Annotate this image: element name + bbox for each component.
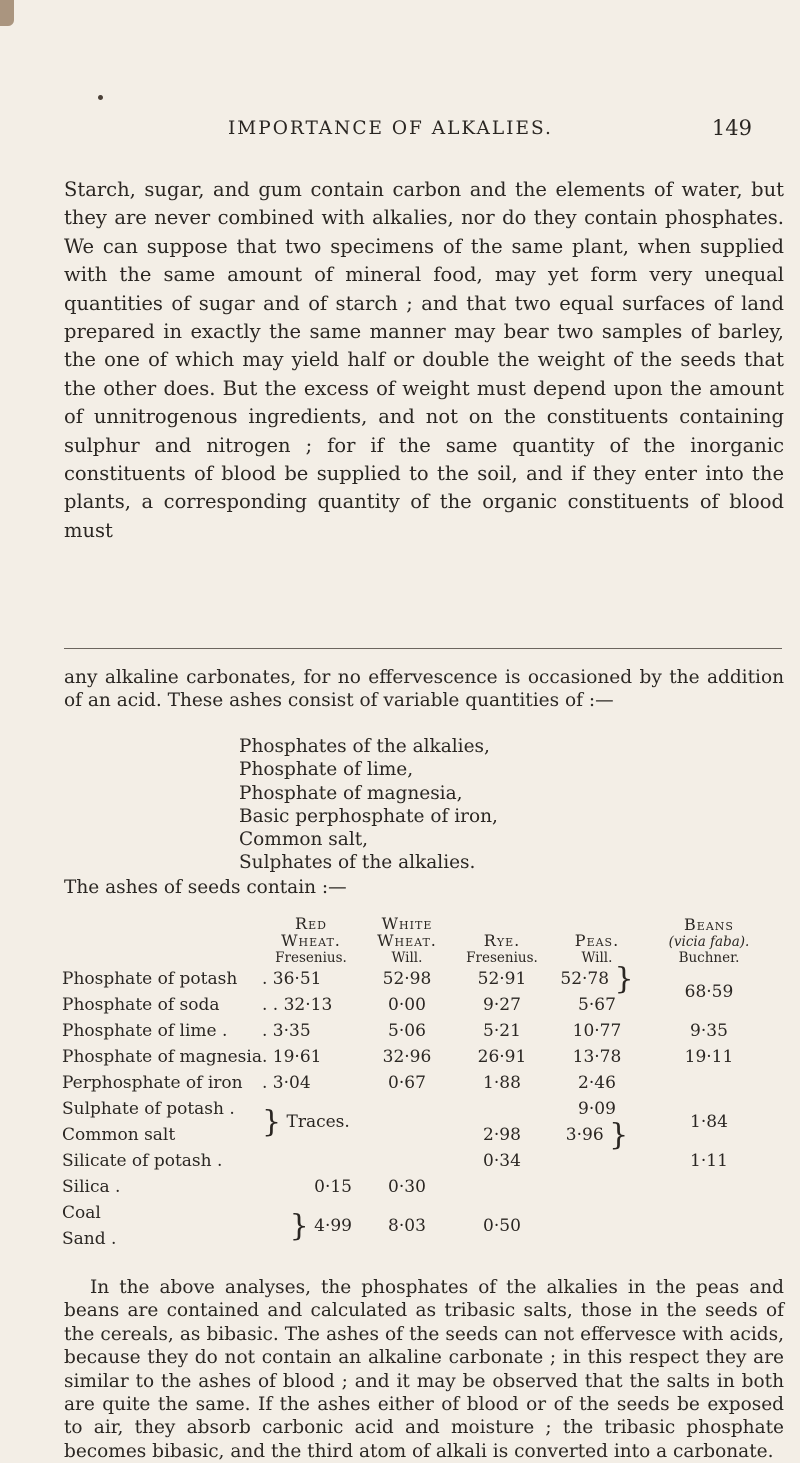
row-label: Phosphate of lime . — [62, 1021, 228, 1041]
cell-peas: 9·09 — [578, 1099, 616, 1119]
header-author: Will. — [391, 950, 423, 966]
table-row — [62, 1044, 774, 1070]
header-empty — [62, 902, 262, 966]
cell-rye: 26·91 — [477, 1047, 527, 1067]
cell-beans: 9·35 — [690, 1021, 728, 1041]
header-red-wheat — [262, 902, 360, 966]
row-label: Phosphate of potash — [62, 969, 238, 989]
cell-beans: 19·11 — [684, 1047, 734, 1067]
cell-beans: 68·59 — [684, 982, 734, 1002]
row-label: Phosphate of magnesia — [62, 1047, 262, 1067]
header-author: Fresenius. — [466, 950, 538, 966]
brace-icon: } — [614, 961, 634, 997]
footnote-intro-text: any alkaline carbonates, for no effervescence is occasioned by the addition of an acid. These ashes consist of variable quantities of :— — [64, 667, 784, 712]
list-item: Sulphates of the alkalies. — [239, 852, 476, 874]
cell-rye: 1·88 — [483, 1073, 521, 1093]
cell-white-wheat — [360, 1122, 454, 1148]
cell-peas: 2·46 — [578, 1073, 616, 1093]
seed-ash-table — [62, 902, 774, 1252]
cell-coal-sand — [262, 1200, 360, 1252]
table-intro: The ashes of seeds contain :— — [64, 877, 347, 898]
cell-rye: 0·34 — [483, 1151, 521, 1171]
header-author: Buchner. — [678, 950, 740, 966]
table-row — [62, 1018, 774, 1044]
cell-red-wheat: . 3·35 — [261, 1021, 311, 1041]
cell-red-wheat: . 3·04 — [261, 1073, 311, 1093]
cell-traces — [262, 1096, 360, 1148]
body-paragraph: Starch, sugar, and gum contain carbon and the elements of water, but they are never combined with alkalies, nor do they contain phosphates. We can suppose that two specimens of the same plant, when supplied with the same amount of mineral food, may yet form very unequal quantities of sugar and of starch ; and that two equal surfaces of land prepared in exactly the same manner may bear two samples of barley, the one of which may yield half or double the weight of the seeds that the other does. But the excess of weight must depend upon the amount of unnitrogenous ingredients, and not on the constituents containing sulphur and nitrogen ; for if the same quantity of the inorganic constituents of blood be supplied to the soil, and if they enter into the plants, a corresponding quantity of the organic constituents of blood must — [64, 178, 784, 542]
header-rye — [454, 902, 550, 966]
cell-white-wheat: 5·06 — [388, 1021, 426, 1041]
running-header — [228, 118, 752, 139]
list-item: Phosphates of the alkalies, — [239, 736, 490, 757]
header-line: Red — [295, 914, 327, 933]
footnote-rule — [64, 648, 782, 649]
row-label: Phosphate of soda — [62, 995, 220, 1015]
cell-white-wheat: 32·96 — [382, 1047, 432, 1067]
header-line: Wheat. — [377, 931, 437, 950]
cell-white-wheat: 0·00 — [388, 995, 426, 1015]
cell-peas — [550, 1226, 644, 1252]
cell-white-wheat: 0·30 — [388, 1177, 426, 1197]
brace-icon: } — [289, 1208, 309, 1244]
cell-peas — [550, 961, 644, 997]
row-label: Silica . — [62, 1177, 121, 1197]
table-row — [62, 966, 774, 992]
closing-paragraph: In the above analyses, the phosphates of the alkalies in the peas and beans are contained and calculated as tribasic salts, those in the seeds of the cereals, as bibasic. The ashes of the seeds can not effervesce with acids, because they do not contain an alkaline carbonate ; in this respect they are similar to the ashes of blood ; and it may be observed that the salts in both are quite the same. If the ashes either of blood or of the seeds be exposed to air, they absorb carbonic acid and moisture ; the tribasic phosphate becomes bibasic, and the third atom of alkali is converted into a carbonate. — [64, 1277, 784, 1462]
cell-red-wheat — [262, 1148, 360, 1174]
cell-rye: 0·50 — [483, 1216, 521, 1236]
cell-rye: 9·27 — [483, 995, 521, 1015]
cell-peas-value: 52·78 — [560, 969, 610, 989]
cell-peas — [550, 1117, 644, 1153]
header-white-wheat — [360, 902, 454, 966]
page-corner-stain — [0, 0, 14, 26]
list-item: Phosphate of magnesia, — [239, 782, 463, 804]
ink-spot — [98, 95, 103, 100]
table-row — [62, 1148, 774, 1174]
header-line: White — [381, 914, 433, 933]
table-header-row — [62, 902, 774, 966]
header-line: (vicia faba). — [668, 934, 750, 950]
brace-icon: } — [261, 1104, 282, 1140]
header-author: Fresenius. — [275, 950, 347, 966]
row-label: Perphosphate of iron — [62, 1073, 243, 1093]
row-label: Coal — [62, 1203, 101, 1223]
table-row — [62, 1200, 774, 1226]
cell-beans — [644, 1174, 774, 1200]
list-item: Phosphate of lime, — [239, 759, 414, 781]
page-number: 149 — [711, 116, 752, 140]
cell-rye: 5·21 — [483, 1021, 521, 1041]
cell-white-wheat: 52·98 — [382, 969, 432, 989]
row-label: Common salt — [62, 1125, 176, 1145]
list-item: Common salt, — [239, 829, 369, 851]
cell-peas: 13·78 — [572, 1047, 622, 1067]
header-line: Wheat. — [281, 931, 341, 950]
cell-white-wheat — [360, 1148, 454, 1174]
cell-red-wheat: 0·15 — [314, 1177, 352, 1197]
cell-white-wheat: 0·67 — [388, 1073, 426, 1093]
cell-rye: 2·98 — [483, 1125, 521, 1145]
cell-white-wheat: 8·03 — [388, 1216, 426, 1236]
cell-beans — [644, 1070, 774, 1096]
header-line: Beans — [684, 915, 734, 934]
cell-peas — [550, 1200, 644, 1226]
table-row — [62, 1096, 774, 1122]
traces-label: Traces. — [286, 1112, 350, 1132]
row-label: Sand . — [62, 1229, 117, 1249]
cell-red-wheat: . . 32·13 — [261, 995, 333, 1015]
cell-white-wheat — [360, 1096, 454, 1122]
header-peas — [550, 902, 644, 966]
cell-beans — [644, 1226, 774, 1252]
cell-peas — [550, 1148, 644, 1174]
cell-coal-sand-value: 4·99 — [314, 1216, 352, 1236]
cell-peas: 5·67 — [578, 995, 616, 1015]
running-title: IMPORTANCE OF ALKALIES. — [228, 118, 553, 139]
table-row — [62, 1174, 774, 1200]
cell-peas-value: 3·96 — [565, 1125, 604, 1145]
cell-rye — [454, 1174, 550, 1200]
cell-peas: 10·77 — [572, 1021, 622, 1041]
row-label: Silicate of potash . — [62, 1151, 223, 1171]
cell-beans — [644, 1200, 774, 1226]
header-line: Peas. — [574, 931, 620, 950]
ash-constituents-list — [239, 735, 498, 875]
cell-beans: 1·11 — [690, 1151, 728, 1171]
cell-beans: 1·84 — [690, 1112, 728, 1132]
row-label: Sulphate of potash . — [62, 1099, 235, 1119]
list-item: Basic perphosphate of iron, — [239, 805, 498, 827]
header-beans — [644, 902, 774, 966]
cell-rye: 52·91 — [477, 969, 527, 989]
body-text — [64, 176, 784, 545]
cell-rye — [454, 1096, 550, 1122]
cell-red-wheat: . 36·51 — [261, 969, 322, 989]
header-author: Will. — [581, 950, 613, 966]
header-line: Rye. — [483, 931, 521, 950]
table-row — [62, 1070, 774, 1096]
cell-peas — [550, 1174, 644, 1200]
brace-icon: } — [609, 1117, 629, 1153]
cell-red-wheat: . 19·61 — [261, 1047, 322, 1067]
footnote-intro — [64, 666, 784, 713]
